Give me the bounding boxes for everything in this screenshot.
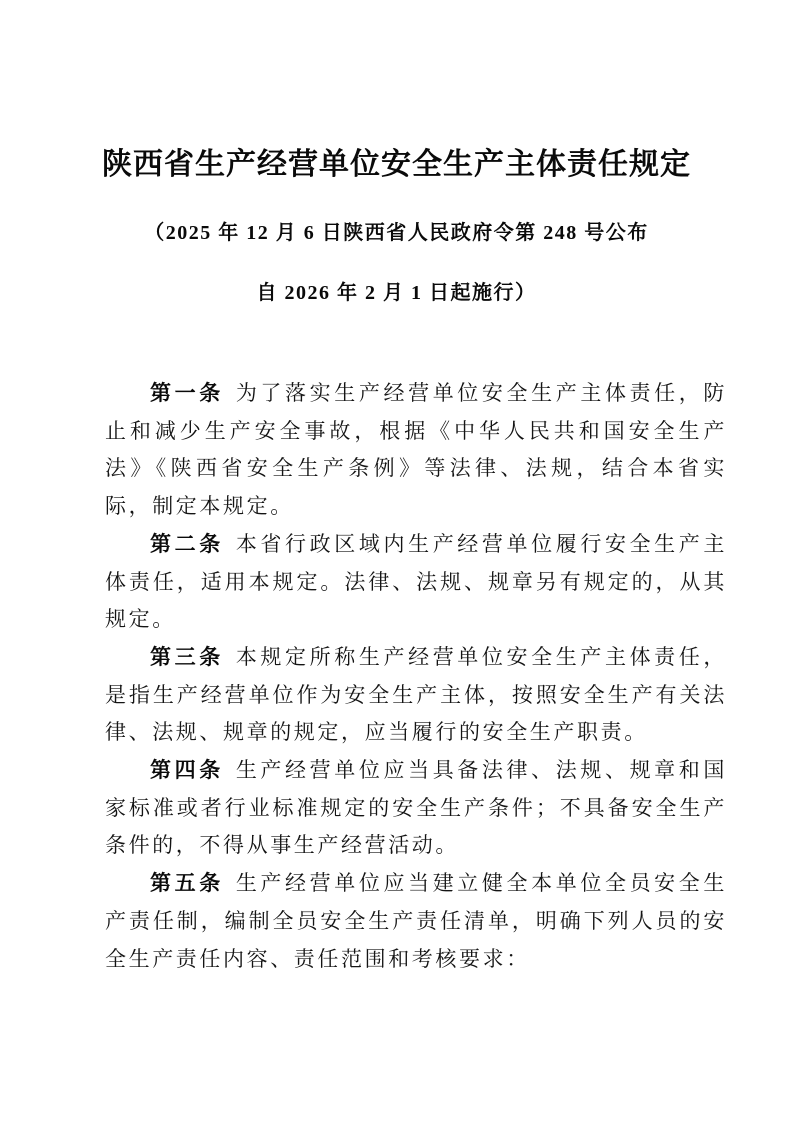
article-3-paragraph [105,639,727,752]
article-4-text: 生产经营单位应当具备法律、法规、规章和国家标准或者行业标准规定的安全生产条件；不具备安全生产条件的，不得从事生产经营活动。 [105,758,727,858]
article-1-text: 为了落实生产经营单位安全生产主体责任，防止和减少生产安全事故，根据《中华人民共和国安全生产法》《陕西省安全生产条例》等法律、法规，结合本省实际，制定本规定。 [105,381,727,519]
article-2-paragraph [105,526,727,639]
article-1-number: 第一条 [150,381,224,405]
article-2-text: 本省行政区域内生产经营单位履行安全生产主体责任，适用本规定。法律、法规、规章另有规定的，从其规定。 [105,531,727,632]
article-5-number: 第五条 [150,871,224,896]
article-5-paragraph [105,865,727,978]
article-3-text: 本规定所称生产经营单位安全生产主体责任，是指生产经营单位作为安全生产主体，按照安全生产有关法律、法规、规章的规定，应当履行的安全生产职责。 [105,644,727,745]
article-4-number: 第四条 [150,758,224,783]
article-1-paragraph [105,375,727,526]
effective-date-line: 自 2026 年 2 月 1 日起施行） [256,282,537,304]
document-title: 陕西省生产经营单位安全生产主体责任规定 [102,148,691,181]
article-5-text: 生产经营单位应当建立健全本单位全员安全生产责任制，编制全员安全生产责任清单，明确下列人员的安全生产责任内容、责任范围和考核要求： [105,871,727,971]
promulgation-line: （2025 年 12 月 6 日陕西省人民政府令第 248 号公布 [144,222,649,244]
article-2-number: 第二条 [150,531,224,556]
article-4-paragraph [105,752,727,865]
article-3-number: 第三条 [150,644,224,669]
document-body [105,375,727,978]
